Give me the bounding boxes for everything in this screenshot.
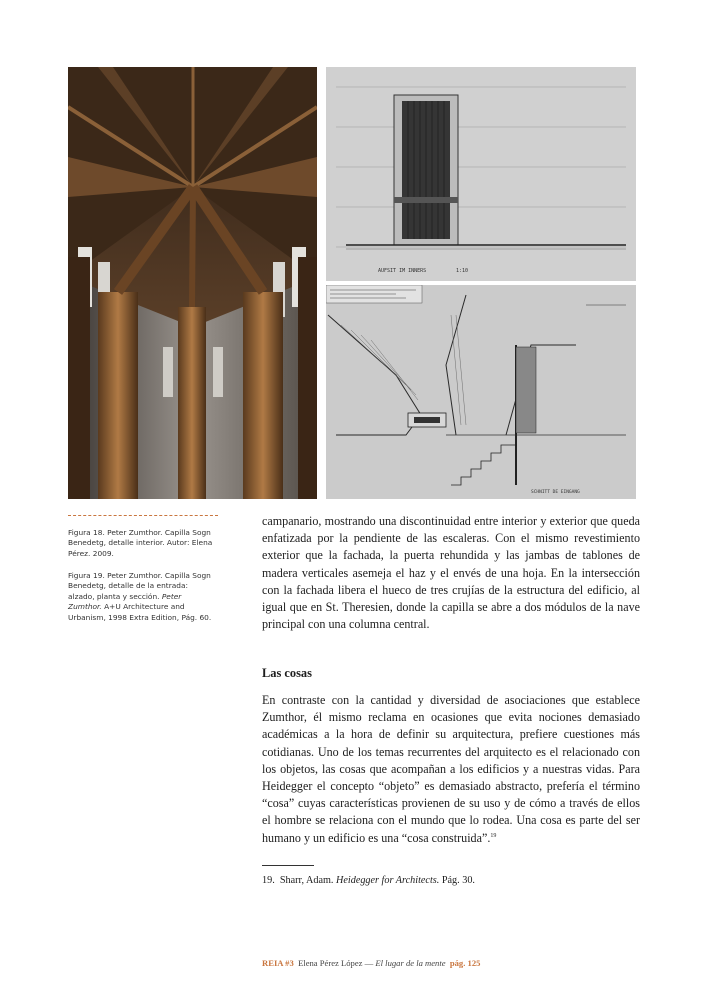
page-footer — [262, 958, 480, 968]
section-heading: Las cosas — [262, 666, 312, 680]
footnote-number: 19. — [262, 875, 275, 886]
body-paragraph-2 — [262, 692, 640, 847]
footer-page-number: pág. 125 — [449, 958, 481, 968]
elevation-drawing-number: 1:10 — [456, 268, 469, 274]
footer-author: Elena Pérez López — — [298, 958, 374, 968]
figure-18-caption: Figura 18. Peter Zumthor. Capilla Sogn Benedetg, detalle interior. Autor: Elena Pérez. 2009. — [68, 528, 213, 558]
plan-section-drawing-label: SCHNITT DE EINGANG — [531, 490, 580, 495]
plan-section-drawing-illustration — [326, 285, 636, 499]
elevation-drawing-label: AUFSIT IM INNERS — [378, 268, 427, 274]
footer-journal: REIA #3 — [262, 958, 294, 968]
figure-19-caption-italic: Peter Zumthor. — [68, 591, 182, 612]
footnote-author: Sharr, Adam. — [279, 875, 334, 886]
figure-19-caption — [68, 571, 213, 623]
body-paragraph-2-text: En contraste con la cantidad y diversidad de asociaciones que establece Zumthor, él mismo reclama en ocasiones que evita nociones demasiado académicas a la hora de definir su arquitectura, prefiere cuestiones más cotidianas. Uno de los temas recurrentes del arquitecto es el relacionado con los objetos, las cosas que acompañan a los edificios y a nuestras vidas. Para Heidegger el concepto “objeto” es demasiado abstracto, prefería el término “cosa” cuyas características provienen de su uso y de cómo a través de ellos el hombre se relaciona con el mundo que lo rodea. Una cosa es parte del ser humano y un edificio es una “cosa construida”. — [262, 693, 640, 845]
entrance-plan-section-drawing — [326, 285, 636, 499]
body-paragraph-1: campanario, mostrando una discontinuidad entre interior y exterior que queda enfatizada por la pendiente de las escaleras. Con el mismo revestimiento exterior que la fachada, la puerta rehundida y las jambas de tablones de madera verticales asemeja el haz y el envés de una hoja. En la intersección con la fachada libera el hueco de tres crujías de la estructura del edificio, al igual que en St. Theresien, donde la capilla se abre a dos módulos de la nave principal con una columna central. — [262, 514, 640, 632]
entrance-elevation-drawing — [326, 67, 636, 281]
elevation-drawing-illustration — [326, 67, 636, 281]
footnote-title: Heidegger for Architects. — [336, 875, 440, 886]
footnote — [262, 875, 475, 886]
footer-title: El lugar de la mente — [375, 958, 446, 968]
footnote-rule — [262, 865, 314, 866]
caption-divider — [68, 515, 218, 516]
figure-19-caption-start: Figura 19. Peter Zumthor. Capilla Sogn Benedetg, detalle de la entrada: alzado, planta y sección. — [68, 571, 211, 601]
footnote-reference[interactable]: 19 — [490, 832, 497, 839]
footnote-page: Pág. 30. — [441, 875, 475, 886]
chapel-interior-photo — [68, 67, 317, 499]
figure-19-caption-end: A+U Architecture and Urbanism, 1998 Extra Edition, Pág. 60. — [68, 602, 212, 622]
chapel-interior-illustration — [68, 67, 317, 499]
